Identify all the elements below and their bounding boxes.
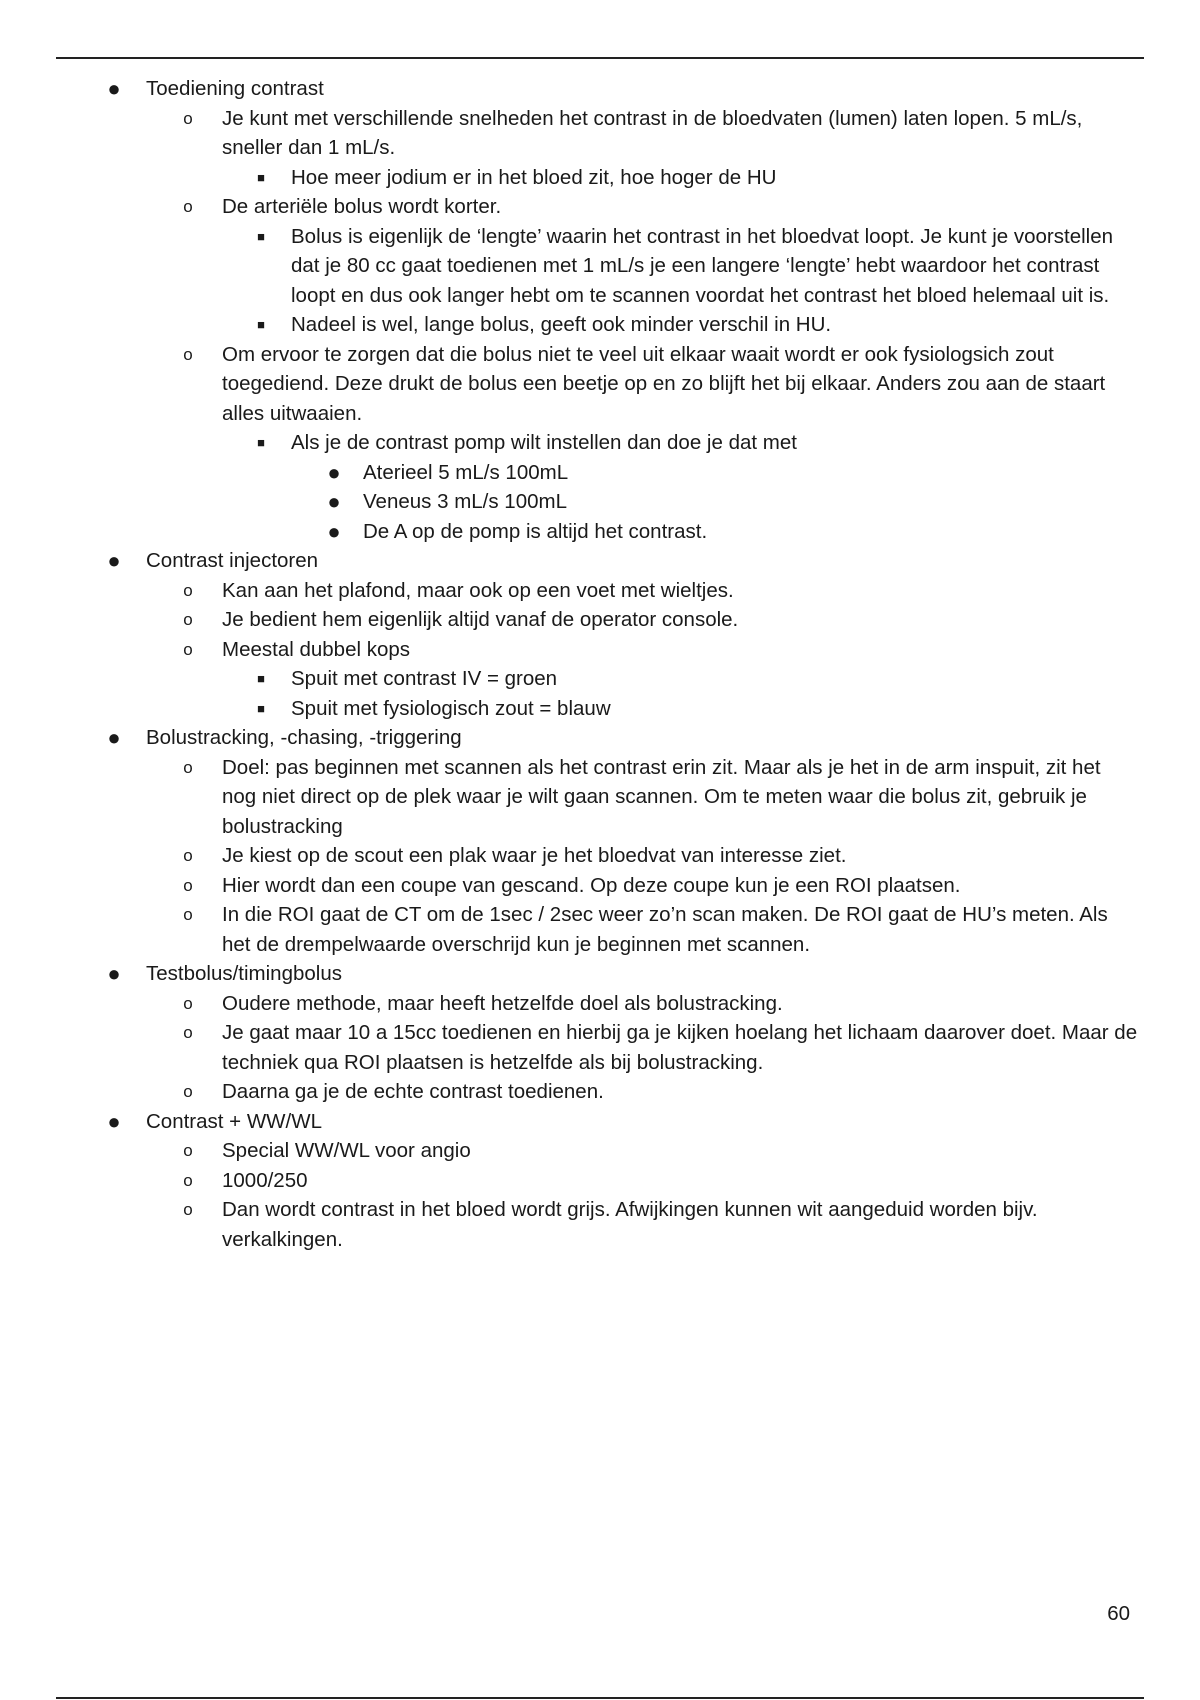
bullet-marker: o [183, 610, 193, 629]
list-item-text: Spuit met contrast IV = groen [291, 667, 558, 690]
list-item-text: Hoe meer jodium er in het bloed zit, hoe hoger de HU [291, 165, 777, 189]
list-item-text: Daarna ga je de echte contrast toedienen. [222, 1080, 604, 1103]
list-item-level-4 [0, 487, 1200, 517]
bullet-marker: o [183, 344, 193, 364]
bullet-marker: ■ [257, 671, 265, 686]
bullet-marker: o [183, 197, 193, 216]
list-item-text: Om ervoor te zorgen dat die bolus niet te veel uit elkaar waait wordt er ook fysiologsich zout toegediend. Deze drukt de bolus een beetje op en zo blijft het bij elkaar. Anders zou aan de staart alles uitwaaien. [222, 342, 1106, 425]
list-item-level-1 [0, 959, 1200, 989]
bullet-marker: ● [107, 76, 121, 101]
bullet-marker: ● [107, 548, 121, 573]
list-item-text: Meestal dubbel kops [222, 637, 411, 661]
list-item-text: 1000/250 [222, 1168, 308, 1192]
list-item-text: Je gaat maar 10 a 15cc toedienen en hierbij ga je kijken hoelang het lichaam daarover doet. Maar de techniek qua ROI plaatsen is hetzelfde als bij bolustracking. [222, 1021, 1138, 1074]
list-item-text: Je kiest op de scout een plak waar je het bloedvat van interesse ziet. [222, 844, 847, 867]
list-item-level-3 [0, 694, 1200, 724]
list-item-text: Hier wordt dan een coupe van gescand. Op deze coupe kun je een ROI plaatsen. [222, 873, 961, 897]
list-item-level-2 [0, 871, 1200, 901]
list-item-text: Dan wordt contrast in het bloed wordt grijs. Afwijkingen kunnen wit aangeduid worden bijv. verkalkingen. [222, 1198, 1038, 1251]
bullet-marker: o [183, 757, 193, 777]
bullet-marker: o [183, 875, 193, 895]
bullet-marker: ● [327, 459, 341, 485]
list-item-level-1 [0, 723, 1200, 753]
list-item-level-2 [0, 753, 1200, 842]
list-item-text: Testbolus/timingbolus [146, 962, 342, 985]
list-item-text: Kan aan het plafond, maar ook op een voet met wieltjes. [222, 578, 734, 602]
bullet-marker: o [183, 1170, 193, 1190]
list-item-level-3 [0, 310, 1200, 340]
list-item-level-2 [0, 1136, 1200, 1166]
page-number: 60 [1107, 1602, 1130, 1625]
list-item-level-2 [0, 340, 1200, 429]
list-item-text: Oudere methode, maar heeft hetzelfde doel als bolustracking. [222, 991, 783, 1015]
list-item-level-2 [0, 104, 1200, 163]
list-item-level-2 [0, 1195, 1200, 1254]
list-item-level-1 [0, 1107, 1200, 1137]
list-item-level-2 [0, 635, 1200, 665]
bullet-marker: ■ [257, 317, 265, 332]
bullet-marker: ■ [257, 435, 265, 450]
bullet-marker: ● [327, 518, 341, 544]
list-item-text: In die ROI gaat de CT om de 1sec / 2sec weer zo’n scan maken. De ROI gaat de HU’s meten. Als het de drempelwaarde overschrijd kun je beginnen met scannen. [222, 903, 1108, 956]
bullet-marker: o [183, 1023, 193, 1042]
list-item-text: Aterieel 5 mL/s 100mL [363, 460, 569, 484]
list-item-level-4 [0, 517, 1200, 547]
list-item-text: De A op de pomp is altijd het contrast. [363, 519, 708, 543]
list-item-level-2 [0, 1166, 1200, 1196]
list-item-level-4 [0, 458, 1200, 488]
bullet-marker: o [183, 846, 193, 865]
list-item-level-2 [0, 989, 1200, 1019]
bullet-marker: ● [327, 489, 341, 514]
bullet-marker: o [183, 639, 193, 659]
list-item-level-3 [0, 222, 1200, 311]
list-item-text: Nadeel is wel, lange bolus, geeft ook minder verschil in HU. [291, 313, 832, 336]
list-item-level-3 [0, 163, 1200, 193]
document-body [0, 74, 1200, 1254]
list-item-text: Veneus 3 mL/s 100mL [363, 490, 567, 513]
list-item-level-3 [0, 428, 1200, 458]
bullet-marker: ■ [257, 700, 265, 716]
bullet-marker: o [183, 905, 193, 924]
list-item-level-2 [0, 1077, 1200, 1107]
bottom-rule [56, 1697, 1144, 1699]
list-item-level-2 [0, 900, 1200, 959]
list-item-text: Spuit met fysiologisch zout = blauw [291, 696, 611, 720]
list-item-text: Bolustracking, -chasing, -triggering [146, 726, 462, 749]
bullet-marker: o [183, 580, 193, 600]
list-item-text: Contrast + WW/WL [146, 1109, 322, 1133]
bullet-marker: o [183, 993, 193, 1013]
list-item-level-2 [0, 841, 1200, 871]
top-rule [56, 57, 1144, 59]
list-item-text: Toediening contrast [146, 77, 324, 100]
bullet-marker: o [183, 1141, 193, 1160]
list-item-level-2 [0, 576, 1200, 606]
list-item-text: De arteriële bolus wordt korter. [222, 195, 502, 218]
list-item-text: Contrast injectoren [146, 549, 319, 572]
list-item-level-2 [0, 1018, 1200, 1077]
list-item-level-2 [0, 192, 1200, 222]
list-item-level-1 [0, 74, 1200, 104]
bullet-marker: ● [107, 1108, 121, 1134]
bullet-marker: o [183, 1200, 193, 1219]
list-item-text: Special WW/WL voor angio [222, 1139, 471, 1162]
list-item-text: Doel: pas beginnen met scannen als het contrast erin zit. Maar als je het in de arm inspuit, zit het nog niet direct op de plek waar je wilt gaan scannen. Om te meten waar die bolus zit, gebruik je bolustracking [222, 755, 1101, 838]
bullet-marker: ● [107, 725, 121, 750]
list-item-text: Als je de contrast pomp wilt instellen dan doe je dat met [291, 431, 797, 454]
list-item-text: Je kunt met verschillende snelheden het contrast in de bloedvaten (lumen) laten lopen. 5 mL/s, sneller dan 1 mL/s. [222, 106, 1083, 159]
bullet-marker: ■ [257, 169, 265, 185]
list-item-level-2 [0, 605, 1200, 635]
bullet-marker: ● [107, 961, 121, 986]
list-item-level-3 [0, 664, 1200, 694]
list-item-text: Je bedient hem eigenlijk altijd vanaf de operator console. [222, 608, 739, 631]
list-item-level-1 [0, 546, 1200, 576]
bullet-marker: o [183, 108, 193, 128]
bullet-marker: ■ [257, 228, 265, 244]
bullet-marker: o [183, 1082, 193, 1101]
list-item-text: Bolus is eigenlijk de ‘lengte’ waarin het contrast in het bloedvat loopt. Je kunt je voorstellen dat je 80 cc gaat toedienen met 1 mL/s je een langere ‘lengte’ hebt waardoor het contrast loopt en dus ook langer hebt om te scannen voordat het contrast het bloed helemaal uit is. [291, 224, 1114, 307]
